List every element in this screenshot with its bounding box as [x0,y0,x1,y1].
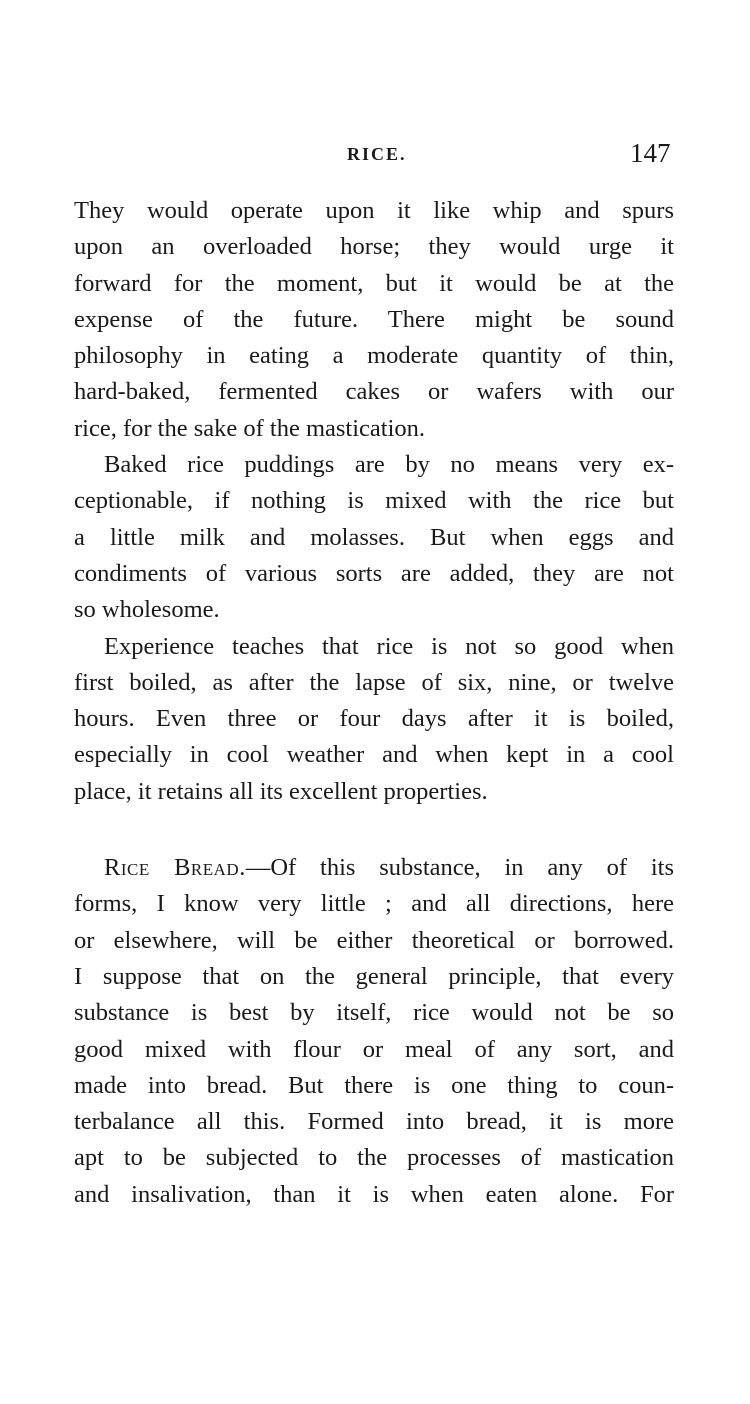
text-line [74,850,674,886]
text-line: and insalivation, than it is when eaten alone. For [74,1180,674,1208]
paragraph [74,193,674,447]
text-line: good mixed with flour or meal of any sort, and [74,1035,674,1063]
text-line: place, it retains all its excellent properties. [74,777,488,805]
text-line: They would operate upon it like whip and spurs [74,197,674,224]
text-line: I suppose that on the general principle, that every [74,962,674,990]
text-line: made into bread. But there is one thing to coun- [74,1071,674,1099]
text-line: philosophy in eating a moderate quantity of thin, [74,342,674,370]
body-text [74,193,674,1213]
text-line-rest: —Of this substance, in any of its [245,854,674,882]
running-head [0,138,750,174]
text-line: ceptionable, if nothing is mixed with the rice but [74,487,674,515]
text-line: first boiled, as after the lapse of six, nine, or twelve [74,668,674,696]
text-line: expense of the future. There might be sound [74,305,674,333]
text-line: or elsewhere, will be either theoretical or borrowed. [74,926,674,954]
text-line: apt to be subjected to the processes of mastication [74,1144,674,1172]
section-heading: Rice Bread. [104,854,246,882]
text-line: terbalance all this. Formed into bread, it is more [74,1108,674,1136]
text-line: especially in cool weather and when kept in a cool [74,741,674,769]
text-line: condiments of various sorts are added, they are not [74,559,674,587]
text-line: upon an overloaded horse; they would urge it [74,233,674,261]
paragraph [74,850,674,1213]
running-head-title: RICE. [347,144,407,164]
text-line: hard-baked, fermented cakes or wafers with our [74,378,674,406]
page-number: 147 [630,138,671,168]
text-line: so wholesome. [74,596,220,624]
text-line: Experience teaches that rice is not so good when [104,632,674,660]
text-line: forms, I know very little ; and all directions, here [74,890,674,918]
text-line: forward for the moment, but it would be at the [74,269,674,297]
section-gap [74,810,674,850]
paragraph [74,629,674,810]
text-line: substance is best by itself, rice would not be so [74,999,674,1027]
text-line: hours. Even three or four days after it is boiled, [74,705,674,733]
text-line: a little milk and molasses. But when eggs and [74,523,674,551]
text-line: rice, for the sake of the mastication. [74,414,426,442]
paragraph [74,447,674,628]
text-line: Baked rice puddings are by no means very ex- [104,451,674,479]
